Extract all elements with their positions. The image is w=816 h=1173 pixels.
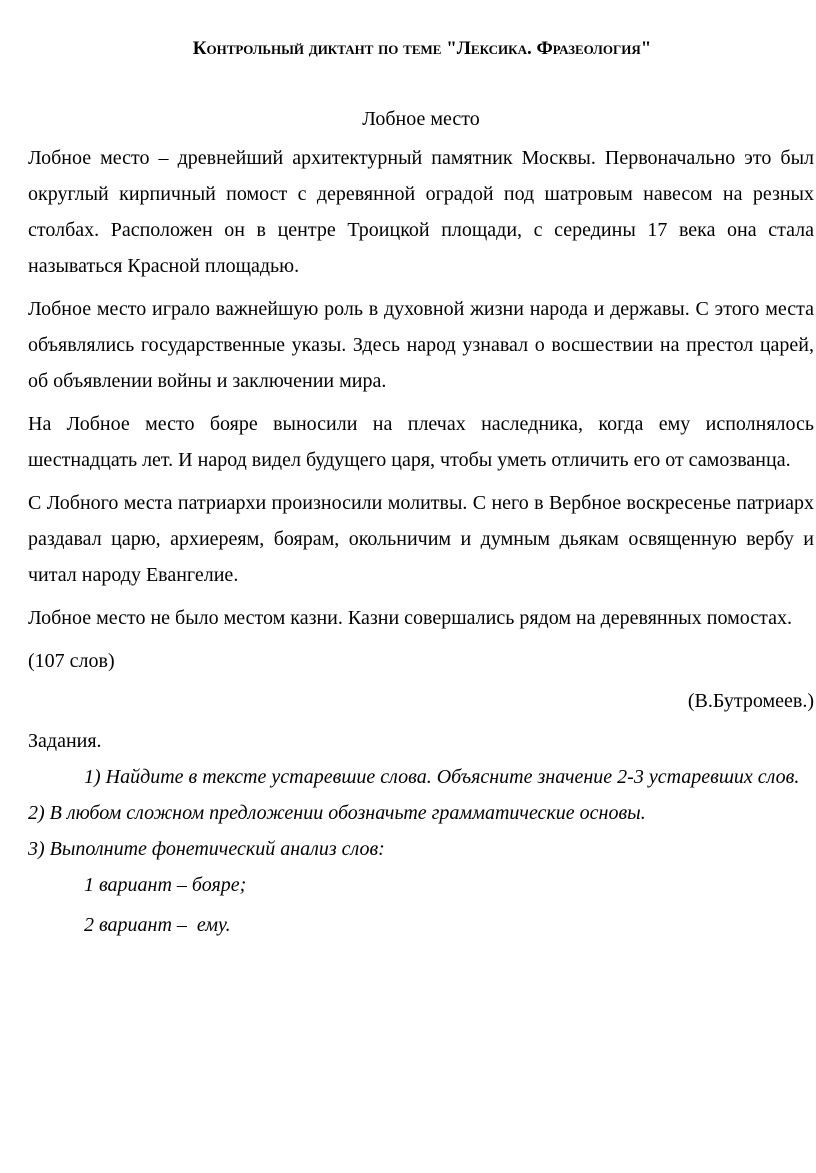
paragraph-3: На Лобное место бояре выносили на плечах наследника, когда ему исполнялось шестнадцать лет. И народ видел будущего царя, чтобы уметь отличить его от самозванца. <box>28 413 814 471</box>
author-attribution: (В.Бутромеев.) <box>687 690 814 712</box>
document-title: Контрольный диктант по теме "Лексика. Фразеология" <box>192 38 652 59</box>
text-subtitle: Лобное место <box>362 108 480 130</box>
paragraph-2: Лобное место играло важнейшую роль в духовной жизни народа и державы. С этого места объявлялись государственные указы. Здесь народ узнавал о восшествии на престол царей, об объявлении войны и заключении мира. <box>28 298 814 392</box>
document-page <box>28 36 814 947</box>
paragraph-1: Лобное место – древнейший архитектурный памятник Москвы. Первоначально это был округлый кирпичный помост с деревянной оградой под шатровым навесом на резных столбах. Расположен он в центре Троицкой площади, с середины 17 века она стала называться Красной площадью. <box>28 147 814 277</box>
variant-2: 2 вариант – ему. <box>84 914 231 936</box>
paragraph-5: Лобное место не было местом казни. Казни совершались рядом на деревянных помостах. <box>28 607 792 629</box>
task-1: 1) Найдите в тексте устаревшие слова. Объясните значение 2-3 устаревших слов. <box>84 766 800 788</box>
task-3: 3) Выполните фонетический анализ слов: <box>28 838 385 860</box>
tasks-heading: Задания. <box>28 730 102 752</box>
task-2: 2) В любом сложном предложении обозначьте грамматические основы. <box>28 802 646 824</box>
paragraph-4: С Лобного места патриархи произносили молитвы. С него в Вербное воскресенье патриарх раздавал царю, архиереям, боярам, окольничим и думным дьякам освященную вербу и читал народу Евангелие. <box>28 492 814 586</box>
word-count: (107 слов) <box>28 650 115 672</box>
variant-1: 1 вариант – бояре; <box>84 874 247 896</box>
